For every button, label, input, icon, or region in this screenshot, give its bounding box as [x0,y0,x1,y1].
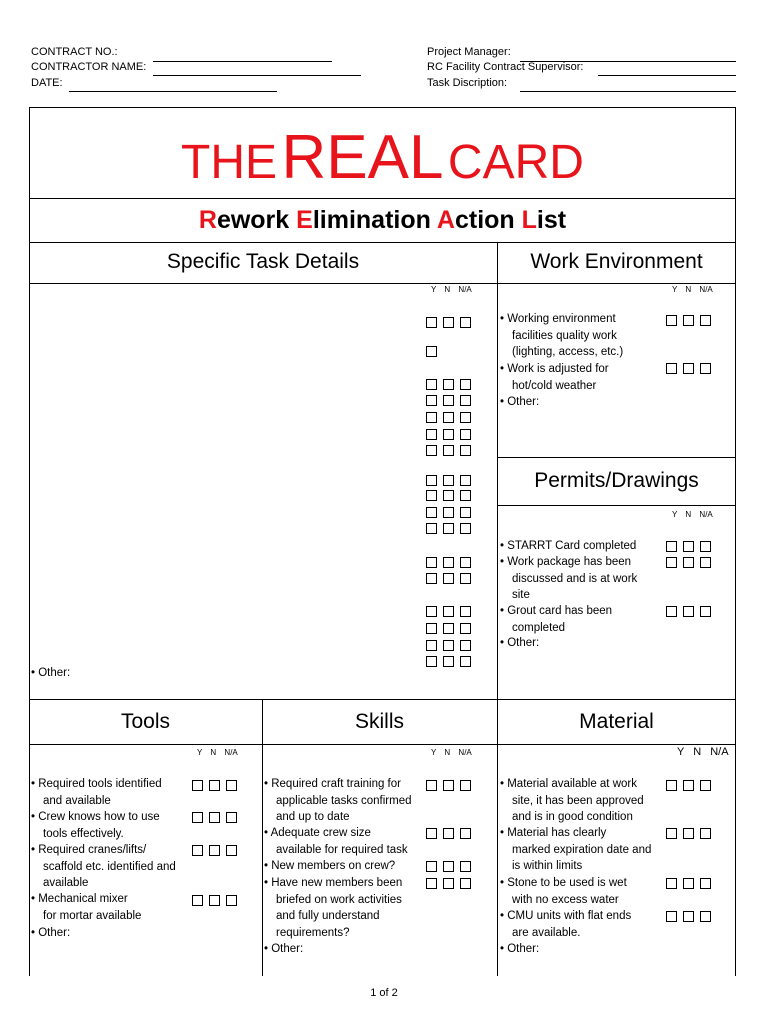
checkbox-n[interactable] [443,640,454,651]
checkbox-y[interactable] [426,395,437,406]
divider-permits-head [497,505,736,506]
specific-task-title: Specific Task Details [166,250,360,273]
checkbox-na[interactable] [460,606,471,617]
checkbox-na[interactable] [700,911,711,922]
contract-no-label: CONTRACT NO.: [31,46,118,58]
checkbox-na[interactable] [460,623,471,634]
sub-l: L [521,206,537,234]
divider-permits-top [497,457,736,458]
tools-item: • Crew knows how to use tools effectively. [31,811,160,840]
checkbox-y[interactable] [192,780,203,791]
title-the: THE [181,136,278,189]
tools-item: • Required tools identified and available [31,778,162,807]
divider-vertical-left [262,699,263,976]
yn-header-material: Y N N/A [677,746,729,758]
checkbox-na[interactable] [460,523,471,534]
skills-other: • Other: [264,943,304,955]
skills-item: • Required craft training for applicable tasks confirmed and up to date [264,778,412,823]
checkbox-na[interactable] [460,475,471,486]
skills-item: • Have new members been briefed on work activities and fully understand requirements? [264,877,403,939]
checkbox-n[interactable] [683,780,694,791]
checkbox-row[interactable] [192,895,243,913]
checkbox-y[interactable] [426,557,437,568]
checkbox-row[interactable] [666,315,717,333]
checkbox-na[interactable] [700,828,711,839]
checkbox-na[interactable] [700,363,711,374]
checkbox-y[interactable] [666,828,677,839]
checkbox-y[interactable] [426,412,437,423]
checkbox-row[interactable] [426,445,477,463]
checkbox-na[interactable] [460,573,471,584]
checkbox-na[interactable] [226,895,237,906]
checkbox-y[interactable] [192,812,203,823]
work-environment-title: Work Environment [530,250,703,273]
checkbox-n[interactable] [443,623,454,634]
checkbox-y[interactable] [426,606,437,617]
checkbox-row[interactable] [666,911,717,929]
checkbox-n[interactable] [683,911,694,922]
checkbox-y[interactable] [426,573,437,584]
contractor-name-label: CONTRACTOR NAME: [31,61,147,73]
checkbox-y[interactable] [426,507,437,518]
checkbox-y[interactable] [666,363,677,374]
checkbox-y[interactable] [666,557,677,568]
tools-item: • Required cranes/lifts/ scaffold etc. identified and available [31,844,176,889]
checkbox-row[interactable] [666,363,717,381]
checkbox-n[interactable] [443,490,454,501]
material-item: • Material has clearly marked expiration date and is within limits [500,827,652,872]
checkbox-y[interactable] [426,780,437,791]
checkbox-y[interactable] [666,606,677,617]
tools-item: • Mechanical mixer for mortar available [31,893,142,922]
yn-header-specific: Y N N/A [431,285,472,294]
checkbox-n[interactable] [443,379,454,390]
checkbox-n[interactable] [443,573,454,584]
card-subtitle [29,206,736,235]
checkbox-na[interactable] [460,490,471,501]
checkbox-na[interactable] [460,878,471,889]
sub-ework: ework [216,206,297,234]
skills-item: • Adequate crew size available for required task [264,827,408,856]
date-line[interactable] [69,91,277,92]
skills-title: Skills [354,710,404,733]
material-item: • Stone to be used is wet with no excess water [500,877,627,906]
checkbox-row[interactable] [426,523,477,541]
checkbox-row[interactable] [666,780,717,798]
task-description-label: Task Discription: [427,77,508,89]
divider-subtitle [29,242,736,243]
material-item: • Material available at work site, it has been approved and is in good condition [500,778,644,823]
checkbox-y[interactable] [426,828,437,839]
checkbox-y[interactable] [666,878,677,889]
checkbox-y[interactable] [192,895,203,906]
checkbox-row[interactable] [426,317,477,335]
specific-task-other: • Other: [31,667,71,679]
checkbox-n[interactable] [443,780,454,791]
checkbox-row[interactable] [426,395,477,413]
sub-limination: limination [312,206,437,234]
divider-title [29,198,736,199]
checkbox-y[interactable] [666,911,677,922]
checkbox-na[interactable] [700,878,711,889]
checkbox-n[interactable] [683,828,694,839]
checkbox-na[interactable] [460,429,471,440]
checkbox-na[interactable] [460,861,471,872]
checkbox-y[interactable] [426,861,437,872]
project-manager-label: Project Manager: [427,46,511,58]
work-env-other: • Other: [500,396,540,408]
sub-ist: ist [536,206,567,234]
checkbox-na[interactable] [460,445,471,456]
checkbox-y[interactable] [426,623,437,634]
checkbox-n[interactable] [443,445,454,456]
checkbox-na[interactable] [700,315,711,326]
checkbox-n[interactable] [683,315,694,326]
checkbox-na[interactable] [700,606,711,617]
checkbox-y[interactable] [666,315,677,326]
divider-section-head [29,283,736,284]
checkbox-n[interactable] [443,412,454,423]
checkbox-row[interactable] [192,812,243,830]
checkbox-n[interactable] [443,395,454,406]
checkbox-n[interactable] [443,429,454,440]
checkbox-n[interactable] [209,780,220,791]
card-title [29,122,736,193]
sub-e: E [296,206,313,234]
permits-item: • Work package has been discussed and is at work site [500,556,638,601]
task-description-line[interactable] [520,91,736,92]
checkbox-row[interactable] [426,412,477,430]
yn-header-work-env: Y N N/A [672,285,713,294]
checkbox-y[interactable] [426,429,437,440]
checkbox-na[interactable] [460,828,471,839]
tools-other: • Other: [31,927,71,939]
checkbox-n[interactable] [443,828,454,839]
checkbox-row[interactable] [666,828,717,846]
permits-item: • STARRT Card completed [500,540,637,552]
checkbox-y[interactable] [426,475,437,486]
checkbox-row[interactable] [666,557,717,575]
checkbox-na[interactable] [226,780,237,791]
permits-other: • Other: [500,637,540,649]
checkbox-n[interactable] [443,861,454,872]
checkbox-n[interactable] [209,812,220,823]
checkbox-row[interactable] [426,490,477,508]
checkbox-y[interactable] [426,317,437,328]
checkbox-n[interactable] [683,363,694,374]
checkbox-na[interactable] [460,640,471,651]
sub-ction: ction [454,206,522,234]
checkbox-row[interactable] [426,346,443,364]
permits-item: • Grout card has been completed [500,605,613,634]
checkbox-y[interactable] [666,780,677,791]
checkbox-n[interactable] [443,606,454,617]
checkbox-y[interactable] [426,878,437,889]
checkbox-row[interactable] [426,606,477,624]
work-env-item: • Work is adjusted for hot/cold weather [500,363,609,392]
checkbox-row[interactable] [426,878,477,896]
contractor-name-line[interactable] [153,75,361,76]
rc-supervisor-label: RC Facility Contract Supervisor: [427,61,584,73]
title-real: REAL [281,123,444,192]
checkbox-na[interactable] [226,845,237,856]
checkbox-na[interactable] [700,780,711,791]
checkbox-row[interactable] [426,573,477,591]
checkbox-na[interactable] [226,812,237,823]
divider-lower-head [29,744,736,745]
checkbox-na[interactable] [460,412,471,423]
checkbox-n[interactable] [683,878,694,889]
checkbox-n[interactable] [683,541,694,552]
title-card: CARD [447,136,584,189]
checkbox-na[interactable] [460,395,471,406]
permits-title: Permits/Drawings [534,469,699,492]
checkbox-na[interactable] [700,557,711,568]
date-label: DATE: [31,77,63,89]
divider-lower-top [29,699,736,700]
yn-header-skills: Y N N/A [431,748,472,757]
material-item: • CMU units with flat ends are available. [500,910,632,939]
divider-vertical-right [497,242,498,976]
checkbox-y[interactable] [426,656,437,667]
checkbox-n[interactable] [443,523,454,534]
checkbox-na[interactable] [460,507,471,518]
checkbox-na[interactable] [460,379,471,390]
checkbox-na[interactable] [460,780,471,791]
contract-no-line[interactable] [153,61,332,62]
checkbox-row[interactable] [426,828,477,846]
checkbox-row[interactable] [426,861,477,879]
page-number: 1 of 2 [370,987,398,999]
checkbox-n[interactable] [443,317,454,328]
work-env-item: • Working environment facilities quality work (lighting, access, etc.) [500,313,624,358]
checkbox-na[interactable] [700,541,711,552]
yn-header-permits: Y N N/A [672,510,713,519]
tools-title: Tools [120,710,171,733]
checkbox-y[interactable] [426,523,437,534]
skills-item: • New members on crew? [264,860,396,872]
sub-a: A [436,206,455,234]
material-other: • Other: [500,943,540,955]
checkbox-y[interactable] [426,640,437,651]
checkbox-row[interactable] [426,656,477,674]
sub-r: R [198,206,217,234]
yn-header-tools: Y N N/A [197,748,238,757]
checkbox-n[interactable] [443,507,454,518]
checkbox-y[interactable] [426,346,437,357]
checkbox-n[interactable] [683,606,694,617]
checkbox-n[interactable] [443,475,454,486]
checkbox-na[interactable] [460,317,471,328]
checkbox-n[interactable] [683,557,694,568]
checkbox-row[interactable] [426,623,477,641]
checkbox-n[interactable] [209,895,220,906]
material-title: Material [579,710,654,733]
checkbox-row[interactable] [192,780,243,798]
checkbox-y[interactable] [192,845,203,856]
checkbox-row[interactable] [426,780,477,798]
checkbox-row[interactable] [666,606,717,624]
checkbox-y[interactable] [666,541,677,552]
checkbox-n[interactable] [443,557,454,568]
checkbox-n[interactable] [443,656,454,667]
checkbox-y[interactable] [426,490,437,501]
checkbox-n[interactable] [209,845,220,856]
checkbox-y[interactable] [426,379,437,390]
rc-supervisor-line[interactable] [598,75,736,76]
checkbox-y[interactable] [426,445,437,456]
checkbox-na[interactable] [460,656,471,667]
checkbox-row[interactable] [192,845,243,863]
checkbox-n[interactable] [443,878,454,889]
checkbox-na[interactable] [460,557,471,568]
checkbox-row[interactable] [666,878,717,896]
